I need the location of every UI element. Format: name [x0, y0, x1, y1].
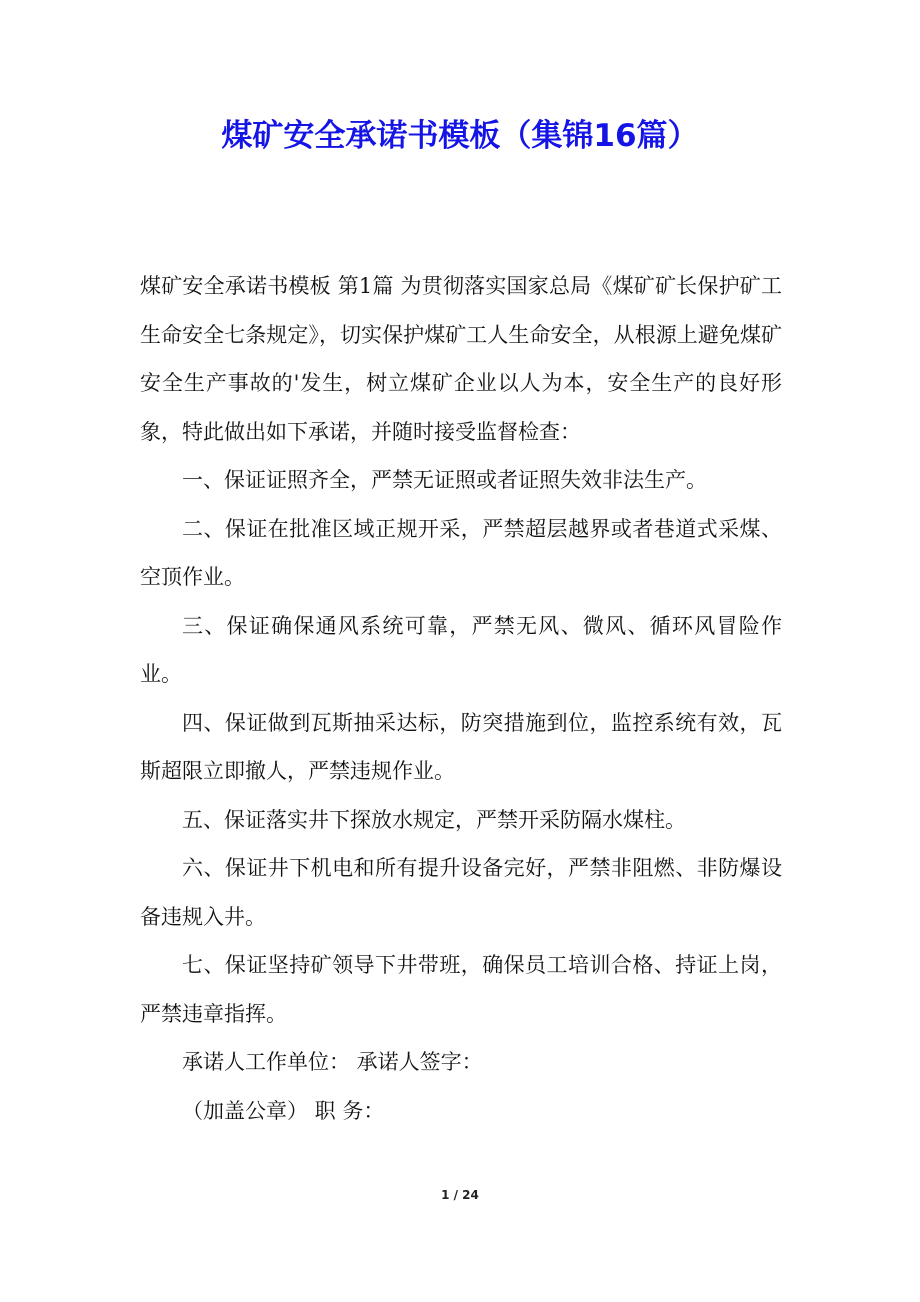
document-title: 煤矿安全承诺书模板（集锦16篇） — [221, 118, 699, 154]
pledge-item-5: 五、保证落实井下探放水规定，严禁开采防隔水煤柱。 — [182, 807, 686, 832]
signature-line: 承诺人工作单位： 承诺人签字： — [182, 1050, 483, 1074]
pledge-item-3: 三、保证确保通风系统可靠，严禁无风、微风、循环风冒险作业。 — [140, 613, 782, 686]
pledge-item-6: 六、保证井下机电和所有提升设备完好，严禁非阻燃、非防爆设备违规入井。 — [140, 856, 782, 929]
page-indicator: 1 / 24 — [441, 1188, 479, 1202]
pledge-item-2: 二、保证在批准区域正规开采，严禁超层越界或者巷道式采煤、空顶作业。 — [140, 516, 782, 589]
pledge-item-7: 七、保证坚持矿领导下井带班，确保员工培训合格、持证上岗，严禁违章指挥。 — [140, 953, 782, 1026]
intro-paragraph: 煤矿安全承诺书模板 第1篇 为贯彻落实国家总局《煤矿矿长保护矿工生命安全七条规定》，切实保护煤矿工人生命安全，从根源上避免煤矿安全生产事故的'发生，树立煤矿企业以人为本，安全生产的良好形象，特此做出如下承诺，并随时接受监督检查： — [140, 274, 782, 444]
seal-line: （加盖公章） 职 务： — [182, 1098, 385, 1123]
pledge-item-4: 四、保证做到瓦斯抽采达标，防突措施到位，监控系统有效，瓦斯超限立即撤人，严禁违规作业。 — [140, 710, 782, 783]
document-body — [140, 262, 782, 1135]
pledge-item-1: 一、保证证照齐全，严禁无证照或者证照失效非法生产。 — [182, 468, 707, 492]
